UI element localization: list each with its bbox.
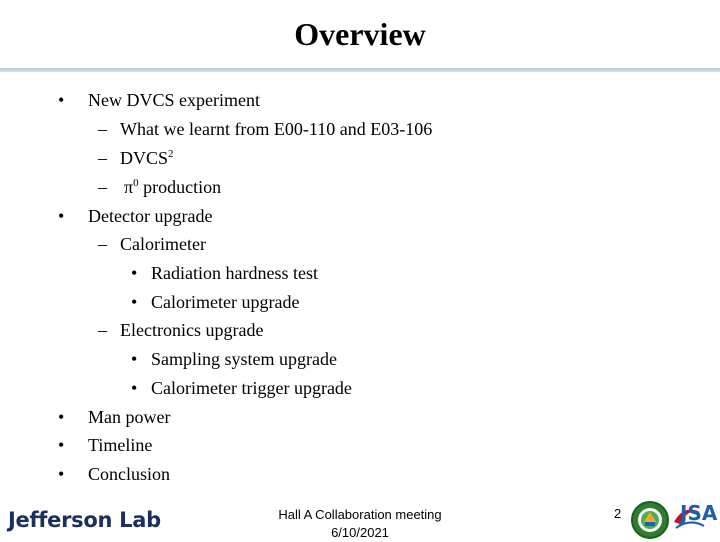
- bullet-marker: •: [58, 206, 65, 226]
- bullet-text: Detector upgrade: [88, 206, 213, 226]
- jefferson-lab-logo: [8, 500, 161, 540]
- bullet-marker: •: [58, 435, 65, 455]
- bullet-marker: –: [98, 177, 107, 197]
- bullet-marker: •: [131, 263, 138, 283]
- bullet-text: Conclusion: [88, 464, 171, 484]
- jsa-logo-text: JSA: [680, 501, 718, 525]
- bullet-text: Sampling system upgrade: [151, 349, 337, 369]
- superscript: 2: [168, 148, 174, 160]
- bullet-text: Man power: [88, 407, 171, 427]
- bullet-marker: –: [98, 148, 107, 168]
- bullet-text: Timeline: [88, 435, 153, 455]
- bullet-marker: •: [58, 464, 65, 484]
- bullet-marker: –: [98, 234, 107, 254]
- bullet-marker: –: [98, 119, 107, 139]
- bullet-text: [120, 146, 174, 170]
- bullet-text: Radiation hardness test: [151, 263, 318, 283]
- doe-seal-icon: [630, 500, 670, 540]
- slide-title: Overview: [294, 16, 426, 52]
- jsa-logo-icon: [670, 498, 720, 540]
- footer-meeting-info: [230, 506, 490, 542]
- pi-symbol: π: [124, 177, 134, 197]
- bullet-text-main: production: [138, 177, 222, 197]
- bullet-text: Calorimeter upgrade: [151, 292, 300, 312]
- bullet-text: [124, 175, 221, 199]
- bullet-marker: •: [131, 292, 138, 312]
- bullet-marker: •: [131, 378, 138, 398]
- bullet-text: Electronics upgrade: [120, 320, 264, 340]
- footer-date: 6/10/2021: [331, 525, 389, 540]
- jefferson-lab-logo-text: Jefferson Lab: [8, 508, 161, 532]
- bullet-marker: •: [131, 349, 138, 369]
- superscript: 0: [133, 177, 139, 189]
- bullet-text: Calorimeter trigger upgrade: [151, 378, 352, 398]
- bullet-marker: •: [58, 90, 65, 110]
- bullet-text-main: DVCS: [120, 148, 169, 168]
- bullet-marker: –: [98, 320, 107, 340]
- bullet-text: New DVCS experiment: [88, 90, 260, 110]
- footer-event: Hall A Collaboration meeting: [278, 507, 442, 522]
- bullet-text: What we learnt from E00-110 and E03-106: [120, 119, 433, 139]
- bullet-text: Calorimeter: [120, 234, 206, 254]
- bullet-marker: •: [58, 407, 65, 427]
- title-divider: [0, 68, 720, 72]
- page-number: 2: [614, 506, 622, 521]
